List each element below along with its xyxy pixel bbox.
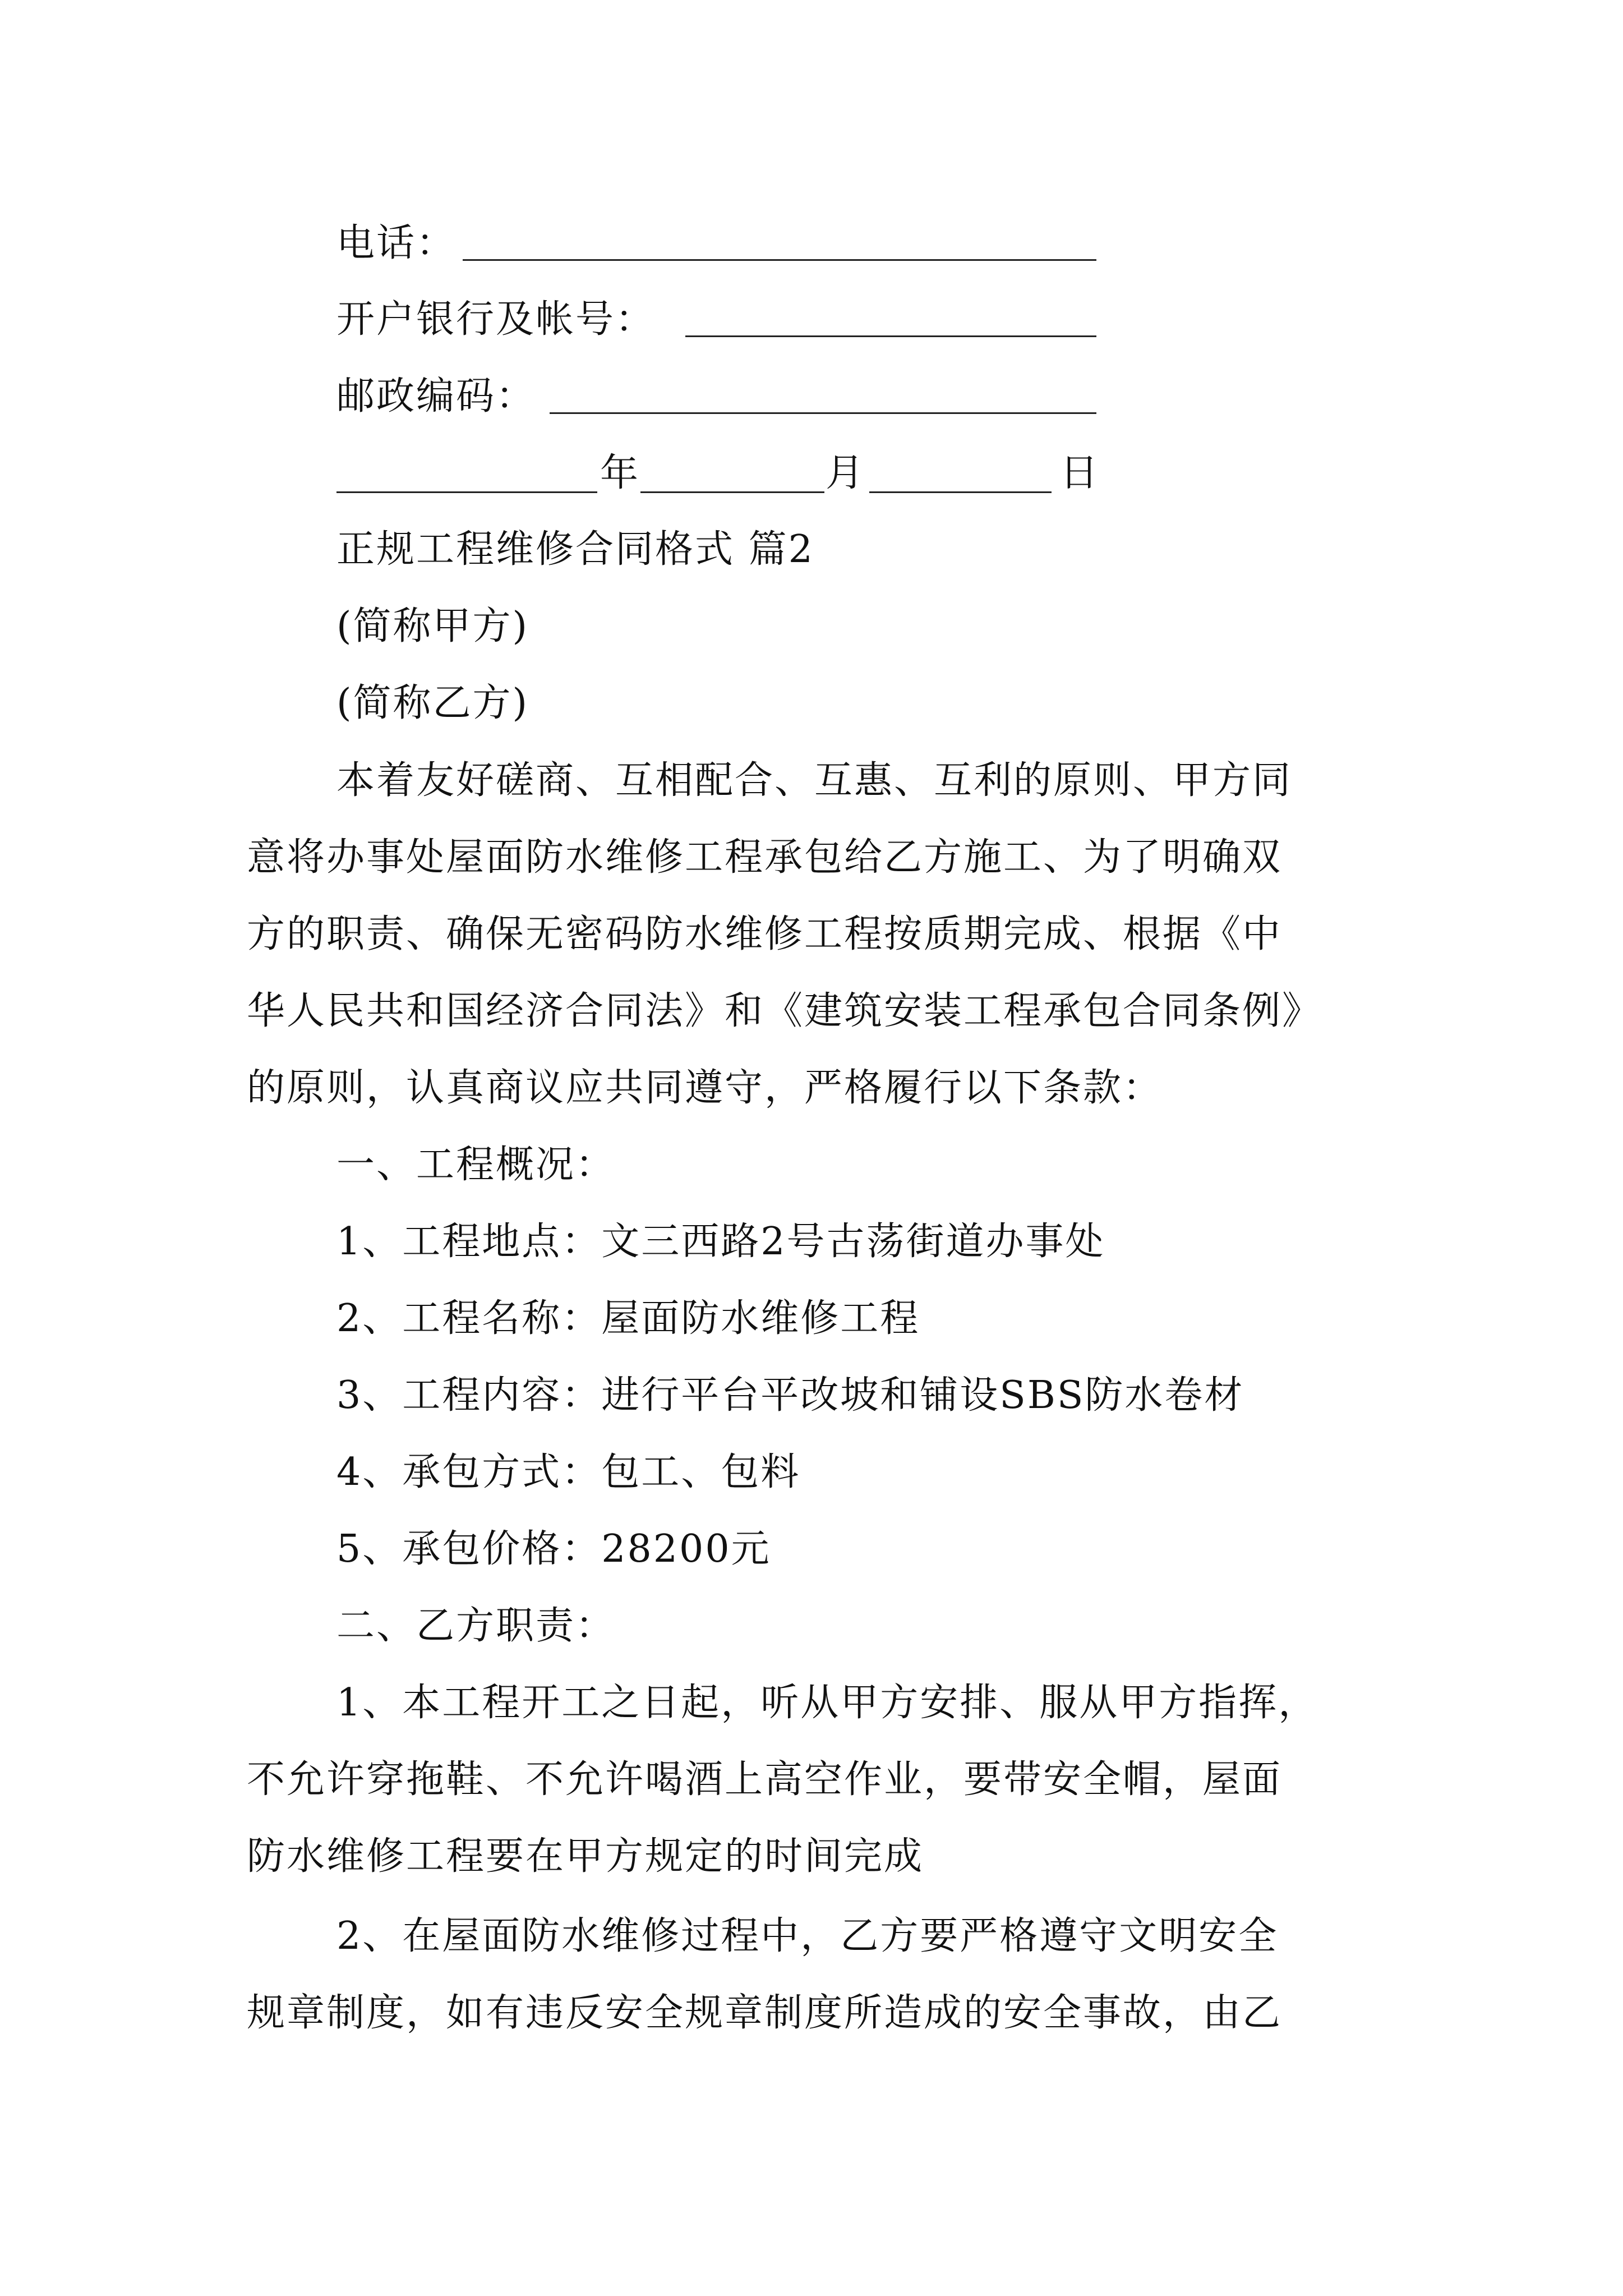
party-a: (简称甲方) [336, 604, 529, 648]
overview-item-5: 5、承包价格：28200元 [336, 1527, 771, 1571]
overview-item-1: 1、工程地点：文三西路2号古荡街道办事处 [336, 1220, 1105, 1264]
bank-blank [685, 335, 1096, 337]
overview-heading: 一、工程概况： [336, 1143, 616, 1187]
intro-line-5: 的原则，认真商议应共同遵守，严格履行以下条款： [247, 1066, 1163, 1110]
phone-label: 电话： [336, 221, 457, 265]
year-label: 年 [600, 451, 640, 495]
overview-item-2: 2、工程名称：屋面防水维修工程 [336, 1296, 920, 1341]
bank-label: 开户银行及帐号： [336, 297, 656, 342]
overview-item-3: 3、工程内容：进行平台平改坡和铺设SBS防水卷材 [336, 1373, 1244, 1418]
day-blank [869, 491, 1052, 493]
duty-1-line-1: 1、本工程开工之日起，听从甲方安排、服从甲方指挥， [336, 1681, 1318, 1725]
duty-2-line-2: 规章制度，如有违反安全规章制度所造成的安全事故，由乙 [247, 1991, 1283, 2035]
duty-1-line-3: 防水维修工程要在甲方规定的时间完成 [247, 1834, 924, 1879]
month-label: 月 [826, 451, 866, 495]
party-b: (简称乙方) [336, 681, 529, 725]
duty-1-line-2: 不允许穿拖鞋、不允许喝酒上高空作业，要带安全帽，屋面 [247, 1757, 1283, 1802]
phone-field [336, 220, 456, 267]
intro-line-3: 方的职责、确保无密码防水维修工程按质期完成、根据《中 [247, 912, 1283, 956]
bank-field [336, 296, 655, 343]
overview-item-4: 4、承包方式：包工、包料 [336, 1450, 801, 1494]
year-blank [336, 491, 597, 493]
section-title: 正规工程维修合同格式 篇2 [336, 527, 814, 572]
duties-heading: 二、乙方职责： [336, 1604, 616, 1648]
postal-label: 邮政编码： [336, 374, 536, 418]
intro-line-2: 意将办事处屋面防水维修工程承包给乙方施工、为了明确双 [247, 835, 1283, 880]
phone-blank [463, 259, 1096, 261]
month-blank [640, 491, 824, 493]
postal-blank [550, 412, 1096, 414]
postal-field [336, 373, 536, 420]
day-label: 日 [1060, 451, 1100, 495]
intro-line-1: 本着友好磋商、互相配合、互惠、互利的原则、甲方同 [336, 758, 1293, 803]
intro-line-4: 华人民共和国经济合同法》和《建筑安装工程承包合同条例》 [247, 989, 1322, 1033]
duty-2-line-1: 2、在屋面防水维修过程中，乙方要严格遵守文明安全 [336, 1914, 1279, 1958]
